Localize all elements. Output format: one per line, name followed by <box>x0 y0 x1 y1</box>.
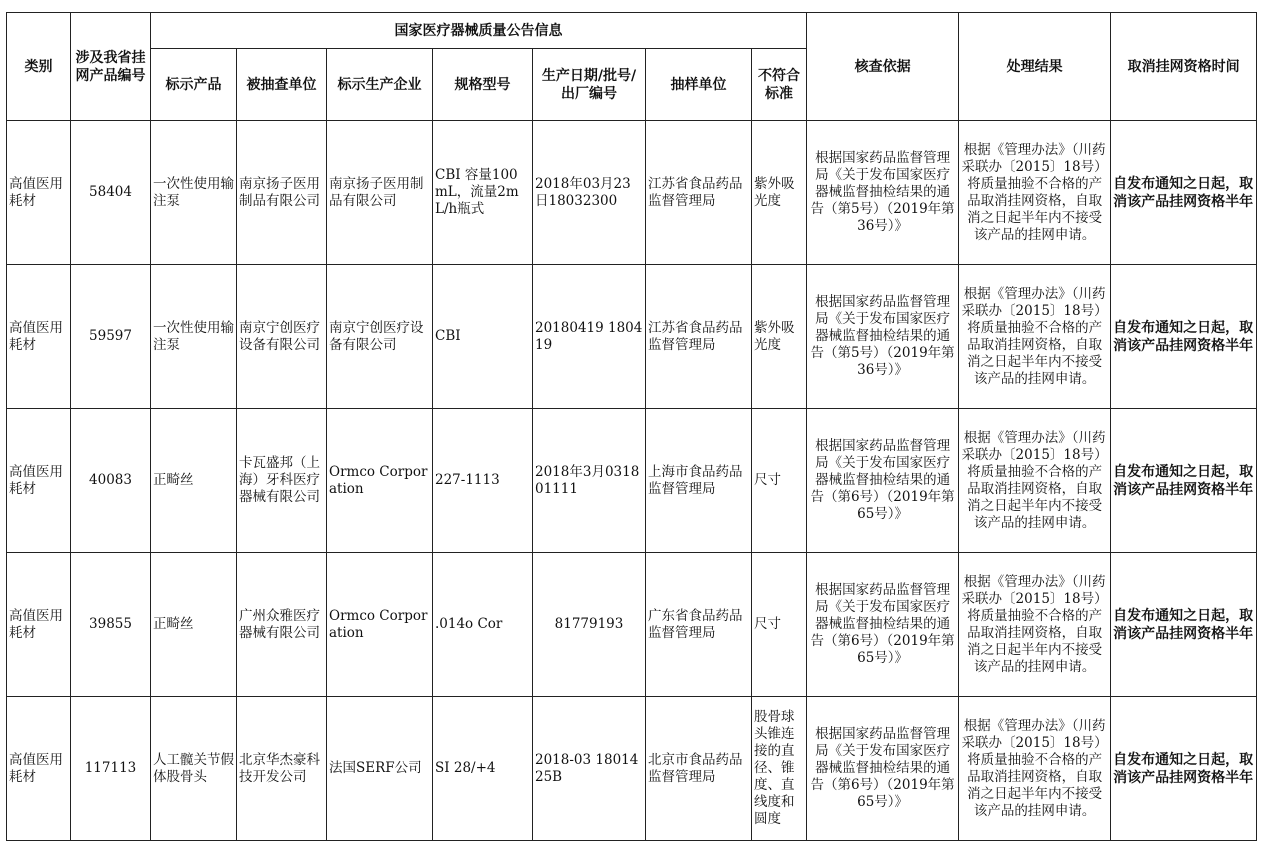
cell-batch: 81779193 <box>533 553 646 697</box>
cell-cancel-time: 自发布通知之日起，取消该产品挂网资格半年 <box>1111 553 1257 697</box>
cell-batch: 20180419 180419 <box>533 265 646 409</box>
cell-product: 正畸丝 <box>151 409 237 553</box>
table-body <box>7 121 1257 841</box>
header-product-no: 涉及我省挂网产品编号 <box>71 13 151 121</box>
cell-cancel-time: 自发布通知之日起，取消该产品挂网资格半年 <box>1111 265 1257 409</box>
table-row <box>7 265 1257 409</box>
cell-nonconforming: 股骨球头锥连接的直径、锥度、直线度和圆度 <box>752 697 807 841</box>
table-row <box>7 121 1257 265</box>
cell-product-no: 40083 <box>71 409 151 553</box>
table-row <box>7 409 1257 553</box>
cell-product: 一次性使用输注泵 <box>151 121 237 265</box>
cell-nonconforming: 尺寸 <box>752 409 807 553</box>
cell-manufacturer: 南京宁创医疗设备有限公司 <box>327 265 433 409</box>
cell-product-no: 59597 <box>71 265 151 409</box>
cell-category: 高值医用耗材 <box>7 409 71 553</box>
cell-product-no: 117113 <box>71 697 151 841</box>
cell-sampling-unit: 北京市食品药品监督管理局 <box>646 697 752 841</box>
header-group: 国家医疗器械质量公告信息 <box>151 13 807 49</box>
table-header <box>7 13 1257 121</box>
cell-spec: .014o Cor <box>433 553 533 697</box>
cell-spec: SI 28/+4 <box>433 697 533 841</box>
header-basis: 核查依据 <box>807 13 959 121</box>
cell-batch: 2018年03月23日18032300 <box>533 121 646 265</box>
table-row <box>7 553 1257 697</box>
header-batch: 生产日期/批号/出厂编号 <box>533 49 646 121</box>
cell-product-no: 58404 <box>71 121 151 265</box>
cell-spec: 227-1113 <box>433 409 533 553</box>
cell-basis: 根据国家药品监督管理局《关于发布国家医疗器械监督抽检结果的通告（第6号）（2019年第65号）》 <box>807 409 959 553</box>
cell-sampling-unit: 江苏省食品药品监督管理局 <box>646 265 752 409</box>
cell-cancel-time: 自发布通知之日起，取消该产品挂网资格半年 <box>1111 121 1257 265</box>
header-category: 类别 <box>7 13 71 121</box>
cell-inspected-unit: 南京扬子医用制品有限公司 <box>237 121 327 265</box>
cell-category: 高值医用耗材 <box>7 265 71 409</box>
header-product: 标示产品 <box>151 49 237 121</box>
cell-result: 根据《管理办法》（川药采联办〔2015〕18号）将质量抽验不合格的产品取消挂网资格，自取消之日起半年内不接受该产品的挂网申请。 <box>959 553 1111 697</box>
cell-sampling-unit: 广东省食品药品监督管理局 <box>646 553 752 697</box>
table-row <box>7 697 1257 841</box>
header-cancel-time: 取消挂网资格时间 <box>1111 13 1257 121</box>
cell-nonconforming: 尺寸 <box>752 553 807 697</box>
header-manufacturer: 标示生产企业 <box>327 49 433 121</box>
cell-sampling-unit: 上海市食品药品监督管理局 <box>646 409 752 553</box>
cell-category: 高值医用耗材 <box>7 553 71 697</box>
cell-product: 正畸丝 <box>151 553 237 697</box>
cell-manufacturer: Ormco Corporation <box>327 553 433 697</box>
header-spec: 规格型号 <box>433 49 533 121</box>
cell-product-no: 39855 <box>71 553 151 697</box>
cell-spec: CBI 容量100mL，流量2mL/h瓶式 <box>433 121 533 265</box>
header-nonconforming: 不符合标准 <box>752 49 807 121</box>
header-sampling-unit: 抽样单位 <box>646 49 752 121</box>
cell-inspected-unit: 北京华杰豪科技开发公司 <box>237 697 327 841</box>
cell-nonconforming: 紫外吸光度 <box>752 121 807 265</box>
cell-manufacturer: 南京扬子医用制品有限公司 <box>327 121 433 265</box>
cell-product: 一次性使用输注泵 <box>151 265 237 409</box>
header-result: 处理结果 <box>959 13 1111 121</box>
cell-nonconforming: 紫外吸光度 <box>752 265 807 409</box>
cell-result: 根据《管理办法》（川药采联办〔2015〕18号）将质量抽验不合格的产品取消挂网资格，自取消之日起半年内不接受该产品的挂网申请。 <box>959 409 1111 553</box>
cell-result: 根据《管理办法》（川药采联办〔2015〕18号）将质量抽验不合格的产品取消挂网资格，自取消之日起半年内不接受该产品的挂网申请。 <box>959 121 1111 265</box>
cell-basis: 根据国家药品监督管理局《关于发布国家医疗器械监督抽检结果的通告（第5号）（2019年第36号）》 <box>807 121 959 265</box>
cell-result: 根据《管理办法》（川药采联办〔2015〕18号）将质量抽验不合格的产品取消挂网资格，自取消之日起半年内不接受该产品的挂网申请。 <box>959 265 1111 409</box>
cell-inspected-unit: 广州众雅医疗器械有限公司 <box>237 553 327 697</box>
cell-batch: 2018年3月031801111 <box>533 409 646 553</box>
cell-basis: 根据国家药品监督管理局《关于发布国家医疗器械监督抽检结果的通告（第5号）（2019年第36号）》 <box>807 265 959 409</box>
cell-inspected-unit: 南京宁创医疗设备有限公司 <box>237 265 327 409</box>
cell-manufacturer: 法国SERF公司 <box>327 697 433 841</box>
cell-basis: 根据国家药品监督管理局《关于发布国家医疗器械监督抽检结果的通告（第6号）（2019年第65号）》 <box>807 553 959 697</box>
cell-product: 人工髋关节假体股骨头 <box>151 697 237 841</box>
cell-category: 高值医用耗材 <box>7 697 71 841</box>
cell-cancel-time: 自发布通知之日起，取消该产品挂网资格半年 <box>1111 697 1257 841</box>
cell-spec: CBI <box>433 265 533 409</box>
cell-manufacturer: Ormco Corporation <box>327 409 433 553</box>
cell-inspected-unit: 卡瓦盛邦（上海）牙科医疗器械有限公司 <box>237 409 327 553</box>
cell-category: 高值医用耗材 <box>7 121 71 265</box>
cell-result: 根据《管理办法》（川药采联办〔2015〕18号）将质量抽验不合格的产品取消挂网资格，自取消之日起半年内不接受该产品的挂网申请。 <box>959 697 1111 841</box>
quality-notice-table <box>6 12 1257 841</box>
cell-batch: 2018-03 1801425B <box>533 697 646 841</box>
header-inspected-unit: 被抽查单位 <box>237 49 327 121</box>
cell-sampling-unit: 江苏省食品药品监督管理局 <box>646 121 752 265</box>
cell-basis: 根据国家药品监督管理局《关于发布国家医疗器械监督抽检结果的通告（第6号）（2019年第65号）》 <box>807 697 959 841</box>
cell-cancel-time: 自发布通知之日起，取消该产品挂网资格半年 <box>1111 409 1257 553</box>
